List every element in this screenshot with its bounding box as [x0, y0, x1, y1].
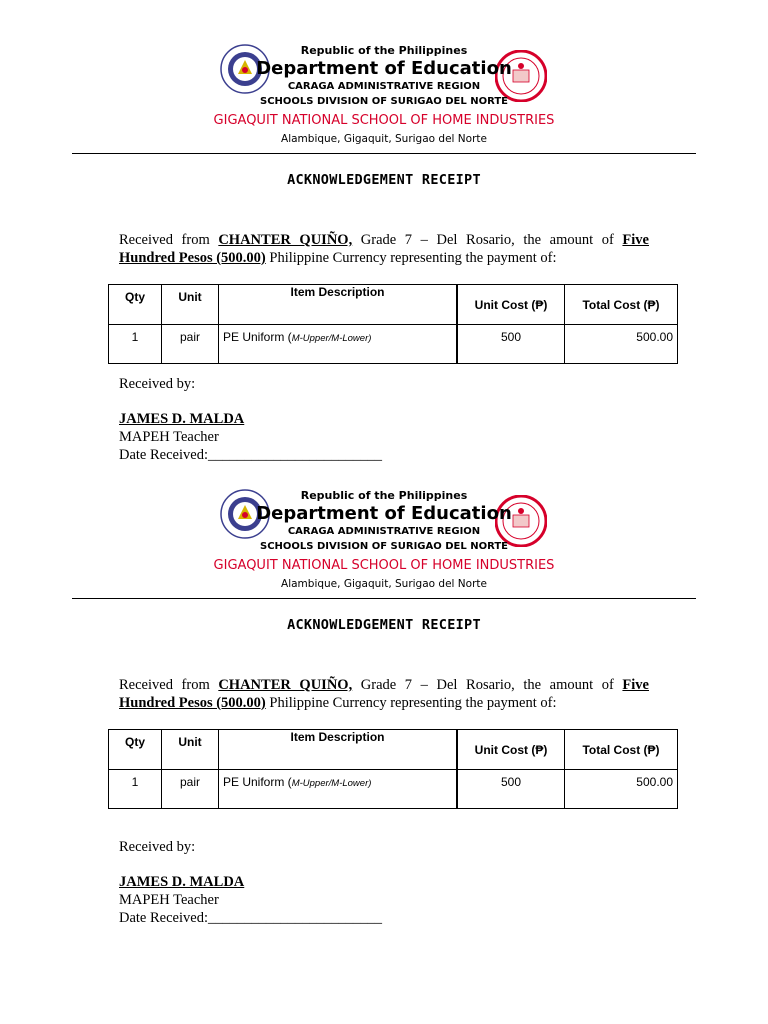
header-address: Alambique, Gigaquit, Surigao del Norte: [281, 578, 487, 590]
receipt-1: [0, 40, 768, 463]
cell-description: [219, 770, 458, 809]
statement-prefix: Received from: [119, 677, 219, 693]
col-unit: Unit: [162, 730, 219, 770]
receipt-statement: [119, 676, 649, 712]
header-department: Department of Education: [256, 503, 512, 524]
signatory-name: JAMES D. MALDA: [119, 874, 245, 890]
item-size-note: M-Upper/M-Lower): [291, 333, 372, 344]
payer-name: CHANTER QUIÑO,: [218, 677, 353, 693]
payer-name: CHANTER QUIÑO,: [218, 232, 353, 248]
cell-unit: pair: [162, 770, 219, 809]
receipt-2: [0, 485, 768, 926]
item-name: PE Uniform (: [223, 775, 292, 789]
col-qty: Qty: [109, 730, 162, 770]
col-unit-cost: Unit Cost (₱): [457, 730, 565, 770]
table-row: [109, 325, 678, 364]
cell-unit: pair: [162, 325, 219, 364]
item-size-note: M-Upper/M-Lower): [291, 778, 372, 789]
date-received-line: Date Received:________________________: [119, 447, 382, 463]
col-qty: Qty: [109, 285, 162, 325]
col-total-cost: Total Cost (₱): [565, 285, 678, 325]
header-republic: Republic of the Philippines: [300, 489, 468, 502]
header-division: SCHOOLS DIVISION OF SURIGAO DEL NORTE: [260, 541, 508, 552]
receipt-title: ACKNOWLEDGEMENT RECEIPT: [287, 172, 481, 188]
col-description: Item Description: [219, 285, 458, 325]
date-received-line: Date Received:________________________: [119, 910, 382, 926]
cell-unit-cost: 500: [457, 325, 565, 364]
header-division: SCHOOLS DIVISION OF SURIGAO DEL NORTE: [260, 96, 508, 107]
header-school: GIGAQUIT NATIONAL SCHOOL OF HOME INDUSTRIES: [213, 558, 555, 573]
statement-mid: Grade 7 – Del Rosario, the amount of: [352, 677, 623, 693]
cell-unit-cost: 500: [457, 770, 565, 809]
header-region: CARAGA ADMINISTRATIVE REGION: [287, 81, 481, 92]
header-department: Department of Education: [256, 58, 512, 79]
table-header-row: [109, 285, 678, 325]
header-region: CARAGA ADMINISTRATIVE REGION: [287, 526, 481, 537]
statement-mid: Grade 7 – Del Rosario, the amount of: [352, 232, 623, 248]
item-name: PE Uniform (: [223, 330, 292, 344]
col-total-cost: Total Cost (₱): [565, 730, 678, 770]
statement-suffix: Philippine Currency representing the payment of:: [265, 250, 557, 266]
cell-total-cost: 500.00: [565, 325, 678, 364]
signatory-name: JAMES D. MALDA: [119, 411, 245, 427]
items-table: [108, 284, 678, 364]
header-address: Alambique, Gigaquit, Surigao del Norte: [281, 133, 487, 145]
amount-words: Five Hundred Pesos (500.00): [119, 677, 649, 711]
receipt-statement: [119, 231, 649, 267]
cell-qty: 1: [109, 325, 162, 364]
statement-suffix: Philippine Currency representing the payment of:: [265, 695, 557, 711]
received-by-label: Received by:: [119, 839, 196, 855]
receipt-title: ACKNOWLEDGEMENT RECEIPT: [287, 617, 481, 633]
header-divider: [72, 598, 696, 599]
cell-description: [219, 325, 458, 364]
header-republic: Republic of the Philippines: [300, 44, 468, 57]
amount-words: Five Hundred Pesos (500.00): [119, 232, 649, 266]
signatory-position: MAPEH Teacher: [119, 429, 219, 445]
table-row: [109, 770, 678, 809]
col-description: Item Description: [219, 730, 458, 770]
header-school: GIGAQUIT NATIONAL SCHOOL OF HOME INDUSTRIES: [213, 113, 555, 128]
header-divider: [72, 153, 696, 154]
cell-total-cost: 500.00: [565, 770, 678, 809]
signatory-position: MAPEH Teacher: [119, 892, 219, 908]
items-table: [108, 729, 678, 809]
col-unit: Unit: [162, 285, 219, 325]
statement-prefix: Received from: [119, 232, 219, 248]
received-by-label: Received by:: [119, 376, 196, 392]
col-unit-cost: Unit Cost (₱): [457, 285, 565, 325]
table-header-row: [109, 730, 678, 770]
cell-qty: 1: [109, 770, 162, 809]
